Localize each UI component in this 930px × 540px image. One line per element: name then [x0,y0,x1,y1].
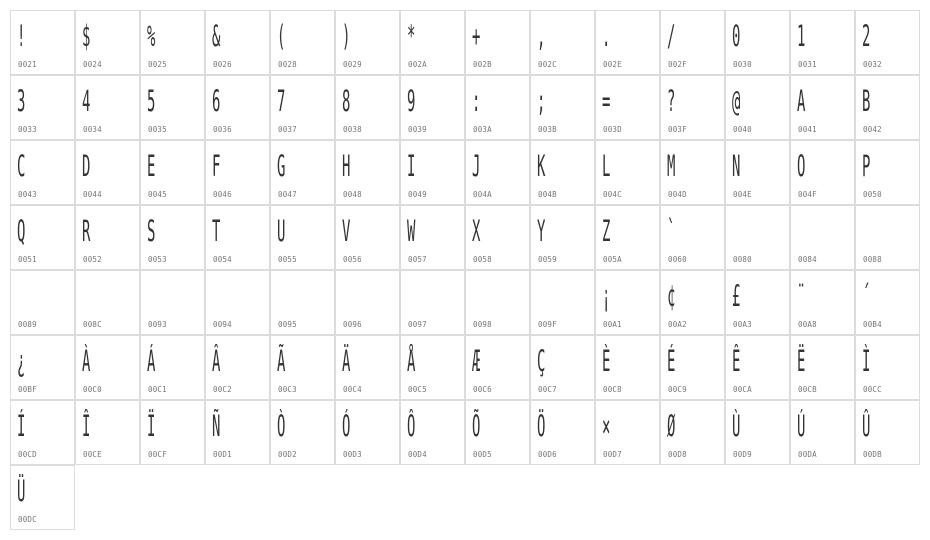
glyph-character: T [212,214,221,248]
glyph-cell [335,75,400,140]
glyph-codepoint: 002A [408,60,427,69]
glyph-codepoint: 00CC [863,385,882,394]
glyph-character: Ë [797,344,806,378]
glyph-codepoint: 0059 [538,255,557,264]
glyph-cell [335,205,400,270]
glyph-cell [140,75,205,140]
glyph-cell [530,270,595,335]
glyph-cell [530,400,595,465]
glyph-character: H [342,149,351,183]
glyph-cell [10,335,75,400]
glyph-character: & [212,19,221,53]
glyph-cell [790,400,855,465]
glyph-cell [595,140,660,205]
glyph-codepoint: 00B4 [863,320,882,329]
glyph-codepoint: 00D8 [668,450,687,459]
glyph-codepoint: 002B [473,60,492,69]
glyph-character: 0 [732,19,741,53]
glyph-codepoint: 0098 [473,320,492,329]
glyph-cell [10,75,75,140]
glyph-codepoint: 00D1 [213,450,232,459]
glyph-codepoint: 002E [603,60,622,69]
glyph-character: F [212,149,221,183]
glyph-character: + [472,19,481,53]
glyph-codepoint: 00D6 [538,450,557,459]
glyph-cell [140,205,205,270]
glyph-character: ; [537,84,546,118]
glyph-character: V [342,214,351,248]
glyph-character: Ó [342,409,351,443]
glyph-codepoint: 0052 [83,255,102,264]
glyph-character: Z [602,214,611,248]
glyph-cell [205,270,270,335]
glyph-character: O [797,149,806,183]
glyph-codepoint: 0046 [213,190,232,199]
glyph-character: É [667,344,676,378]
glyph-codepoint: 004F [798,190,817,199]
glyph-character: Ü [17,474,26,508]
glyph-character: Â [212,344,221,378]
glyph-cell [725,10,790,75]
glyph-character: ¨ [797,279,806,313]
glyph-cell [10,205,75,270]
glyph-codepoint: 00D3 [343,450,362,459]
glyph-codepoint: 003F [668,125,687,134]
glyph-cell [725,205,790,270]
glyph-cell [465,10,530,75]
glyph-character: Ö [537,409,546,443]
glyph-cell [205,400,270,465]
glyph-cell [855,75,920,140]
glyph-cell [465,75,530,140]
glyph-codepoint: 0041 [798,125,817,134]
glyph-character: S [147,214,156,248]
glyph-cell [270,270,335,335]
glyph-codepoint: 0044 [83,190,102,199]
glyph-codepoint: 0029 [343,60,362,69]
glyph-codepoint: 0032 [863,60,882,69]
glyph-character: 2 [862,19,871,53]
glyph-codepoint: 0025 [148,60,167,69]
glyph-cell [855,400,920,465]
glyph-character: Ã [277,344,286,378]
glyph-codepoint: 00CE [83,450,102,459]
glyph-cell [75,205,140,270]
glyph-cell [10,270,75,335]
glyph-cell [335,10,400,75]
glyph-cell [855,10,920,75]
glyph-cell [205,335,270,400]
glyph-cell [790,75,855,140]
glyph-cell [855,205,920,270]
glyph-cell [530,140,595,205]
glyph-codepoint: 00A3 [733,320,752,329]
glyph-codepoint: 0055 [278,255,297,264]
glyph-cell [270,205,335,270]
glyph-cell [660,335,725,400]
glyph-codepoint: 0088 [863,255,882,264]
glyph-codepoint: 00C7 [538,385,557,394]
glyph-character: K [537,149,546,183]
glyph-cell [595,270,660,335]
glyph-codepoint: 00CD [18,450,37,459]
glyph-codepoint: 00DC [18,515,37,524]
glyph-character: Ù [732,409,741,443]
glyph-cell [335,270,400,335]
glyph-character: ¢ [667,279,676,313]
glyph-codepoint: 0060 [668,255,687,264]
glyph-cell [140,400,205,465]
glyph-cell [530,205,595,270]
glyph-codepoint: 00DA [798,450,817,459]
glyph-character: 4 [82,84,91,118]
glyph-character: W [407,214,416,248]
glyph-codepoint: 00DB [863,450,882,459]
glyph-cell [205,140,270,205]
glyph-codepoint: 002C [538,60,557,69]
glyph-character: / [667,19,676,53]
glyph-codepoint: 004C [603,190,622,199]
glyph-codepoint: 008C [83,320,102,329]
glyph-character: X [472,214,481,248]
glyph-codepoint: 002F [668,60,687,69]
glyph-codepoint: 0026 [213,60,232,69]
glyph-character: Û [862,409,871,443]
glyph-codepoint: 00D4 [408,450,427,459]
glyph-character: = [602,84,611,118]
glyph-character: Õ [472,409,481,443]
glyph-codepoint: 003A [473,125,492,134]
glyph-codepoint: 003D [603,125,622,134]
glyph-codepoint: 00C2 [213,385,232,394]
glyph-cell [790,270,855,335]
glyph-cell [140,270,205,335]
glyph-cell [400,335,465,400]
glyph-character: R [82,214,91,248]
glyph-character: : [472,84,481,118]
glyph-cell [660,205,725,270]
glyph-character: Q [17,214,26,248]
glyph-cell [75,270,140,335]
glyph-codepoint: 0021 [18,60,37,69]
glyph-cell [660,400,725,465]
glyph-cell [465,400,530,465]
glyph-codepoint: 0089 [18,320,37,329]
glyph-codepoint: 003B [538,125,557,134]
glyph-character: ´ [862,279,871,313]
glyph-character: D [82,149,91,183]
glyph-codepoint: 00A8 [798,320,817,329]
glyph-character: 1 [797,19,806,53]
glyph-codepoint: 004B [538,190,557,199]
glyph-character: , [537,19,546,53]
glyph-character: Ñ [212,409,221,443]
glyph-cell [660,140,725,205]
glyph-cell [205,10,270,75]
glyph-cell [75,10,140,75]
glyph-codepoint: 0097 [408,320,427,329]
glyph-character: E [147,149,156,183]
glyph-character: I [407,149,416,183]
glyph-cell [790,335,855,400]
glyph-cell [10,465,75,530]
glyph-cell [205,75,270,140]
glyph-cell [400,400,465,465]
glyph-cell [530,10,595,75]
glyph-character: N [732,149,741,183]
glyph-codepoint: 00C8 [603,385,622,394]
glyph-character: 9 [407,84,416,118]
glyph-cell [855,140,920,205]
glyph-codepoint: 0049 [408,190,427,199]
glyph-cell [205,205,270,270]
glyph-character: 3 [17,84,26,118]
glyph-codepoint: 00A1 [603,320,622,329]
glyph-codepoint: 00C4 [343,385,362,394]
glyph-codepoint: 00C9 [668,385,687,394]
glyph-character: M [667,149,676,183]
glyph-cell [595,75,660,140]
glyph-cell [595,205,660,270]
glyph-character: Í [17,409,26,443]
glyph-cell [855,270,920,335]
glyph-character: Å [407,344,416,378]
glyph-codepoint: 00D7 [603,450,622,459]
glyph-codepoint: 0095 [278,320,297,329]
glyph-codepoint: 009F [538,320,557,329]
glyph-character: Æ [472,344,481,378]
glyph-cell [530,335,595,400]
glyph-character: ¿ [17,344,26,378]
glyph-character: ( [277,19,286,53]
glyph-codepoint: 00C1 [148,385,167,394]
glyph-character: £ [732,279,741,313]
glyph-codepoint: 0036 [213,125,232,134]
glyph-cell [400,270,465,335]
glyph-cell [725,400,790,465]
glyph-cell [75,140,140,205]
glyph-codepoint: 0096 [343,320,362,329]
glyph-codepoint: 0048 [343,190,362,199]
glyph-codepoint: 0057 [408,255,427,264]
glyph-cell [725,270,790,335]
glyph-character: L [602,149,611,183]
glyph-character: * [407,19,416,53]
glyph-codepoint: 00CA [733,385,752,394]
glyph-cell [595,10,660,75]
glyph-character: ? [667,84,676,118]
glyph-cell [660,75,725,140]
glyph-character: Y [537,214,546,248]
glyph-codepoint: 00C0 [83,385,102,394]
glyph-codepoint: 00CF [148,450,167,459]
glyph-cell [465,270,530,335]
glyph-character: Ï [147,409,156,443]
glyph-codepoint: 0031 [798,60,817,69]
glyph-character: C [17,149,26,183]
glyph-character: . [602,19,611,53]
glyph-cell [270,140,335,205]
glyph-cell [660,270,725,335]
glyph-codepoint: 00C5 [408,385,427,394]
glyph-character: P [862,149,871,183]
glyph-codepoint: 0042 [863,125,882,134]
glyph-cell [790,10,855,75]
glyph-codepoint: 0054 [213,255,232,264]
glyph-character: @ [732,84,741,118]
glyph-codepoint: 00C6 [473,385,492,394]
glyph-character: Ä [342,344,351,378]
glyph-character: J [472,149,481,183]
glyph-codepoint: 0080 [733,255,752,264]
glyph-cell [400,205,465,270]
glyph-character: G [277,149,286,183]
glyph-codepoint: 0093 [148,320,167,329]
glyph-codepoint: 0040 [733,125,752,134]
glyph-cell [140,335,205,400]
glyph-character: U [277,214,286,248]
glyph-codepoint: 0045 [148,190,167,199]
glyph-grid [10,10,920,530]
glyph-cell [595,400,660,465]
glyph-codepoint: 0024 [83,60,102,69]
glyph-character: 8 [342,84,351,118]
glyph-cell [725,140,790,205]
glyph-character: $ [82,19,91,53]
glyph-character: 5 [147,84,156,118]
glyph-codepoint: 00D2 [278,450,297,459]
glyph-codepoint: 005A [603,255,622,264]
glyph-codepoint: 0056 [343,255,362,264]
glyph-codepoint: 0051 [18,255,37,264]
glyph-character: Ç [537,344,546,378]
glyph-character: Ø [667,409,676,443]
glyph-cell [75,400,140,465]
glyph-character: ) [342,19,351,53]
glyph-cell [270,75,335,140]
glyph-cell [335,140,400,205]
glyph-cell [75,75,140,140]
glyph-cell [400,10,465,75]
glyph-codepoint: 0037 [278,125,297,134]
glyph-codepoint: 0034 [83,125,102,134]
glyph-codepoint: 00C3 [278,385,297,394]
glyph-codepoint: 0043 [18,190,37,199]
glyph-cell [400,140,465,205]
glyph-codepoint: 00A2 [668,320,687,329]
glyph-character: ¡ [602,279,611,313]
glyph-cell [465,205,530,270]
glyph-cell [140,10,205,75]
glyph-cell [335,335,400,400]
glyph-codepoint: 0039 [408,125,427,134]
glyph-character: Á [147,344,156,378]
glyph-character: Ô [407,409,416,443]
glyph-cell [465,140,530,205]
glyph-cell [270,10,335,75]
glyph-character: Ì [862,344,871,378]
glyph-codepoint: 0033 [18,125,37,134]
glyph-codepoint: 0084 [798,255,817,264]
glyph-cell [595,335,660,400]
glyph-codepoint: 0050 [863,190,882,199]
glyph-codepoint: 0053 [148,255,167,264]
glyph-character: 6 [212,84,221,118]
glyph-codepoint: 00BF [18,385,37,394]
glyph-cell [725,335,790,400]
glyph-cell [790,205,855,270]
glyph-codepoint: 00D5 [473,450,492,459]
glyph-cell [140,140,205,205]
glyph-cell [660,10,725,75]
glyph-cell [400,75,465,140]
glyph-character: ! [17,19,26,53]
glyph-character: È [602,344,611,378]
glyph-codepoint: 0035 [148,125,167,134]
glyph-codepoint: 004D [668,190,687,199]
glyph-codepoint: 0028 [278,60,297,69]
glyph-character: ` [667,214,676,248]
glyph-codepoint: 0058 [473,255,492,264]
glyph-cell [530,75,595,140]
glyph-cell [790,140,855,205]
glyph-character: % [147,19,156,53]
glyph-cell [10,140,75,205]
glyph-cell [335,400,400,465]
glyph-character: 7 [277,84,286,118]
glyph-codepoint: 004A [473,190,492,199]
glyph-cell [270,400,335,465]
glyph-character: Ú [797,409,806,443]
glyph-cell [10,400,75,465]
glyph-cell [725,75,790,140]
glyph-character: Ò [277,409,286,443]
glyph-codepoint: 0047 [278,190,297,199]
glyph-codepoint: 0094 [213,320,232,329]
glyph-character: × [602,409,611,443]
glyph-cell [465,335,530,400]
glyph-cell [855,335,920,400]
glyph-codepoint: 00D9 [733,450,752,459]
glyph-codepoint: 0038 [343,125,362,134]
glyph-character: Î [82,409,91,443]
glyph-character: A [797,84,806,118]
glyph-codepoint: 00CB [798,385,817,394]
glyph-character: À [82,344,91,378]
glyph-cell [75,335,140,400]
glyph-codepoint: 004E [733,190,752,199]
glyph-character: B [862,84,871,118]
glyph-cell [10,10,75,75]
glyph-cell [270,335,335,400]
glyph-character: Ê [732,344,741,378]
glyph-codepoint: 0030 [733,60,752,69]
